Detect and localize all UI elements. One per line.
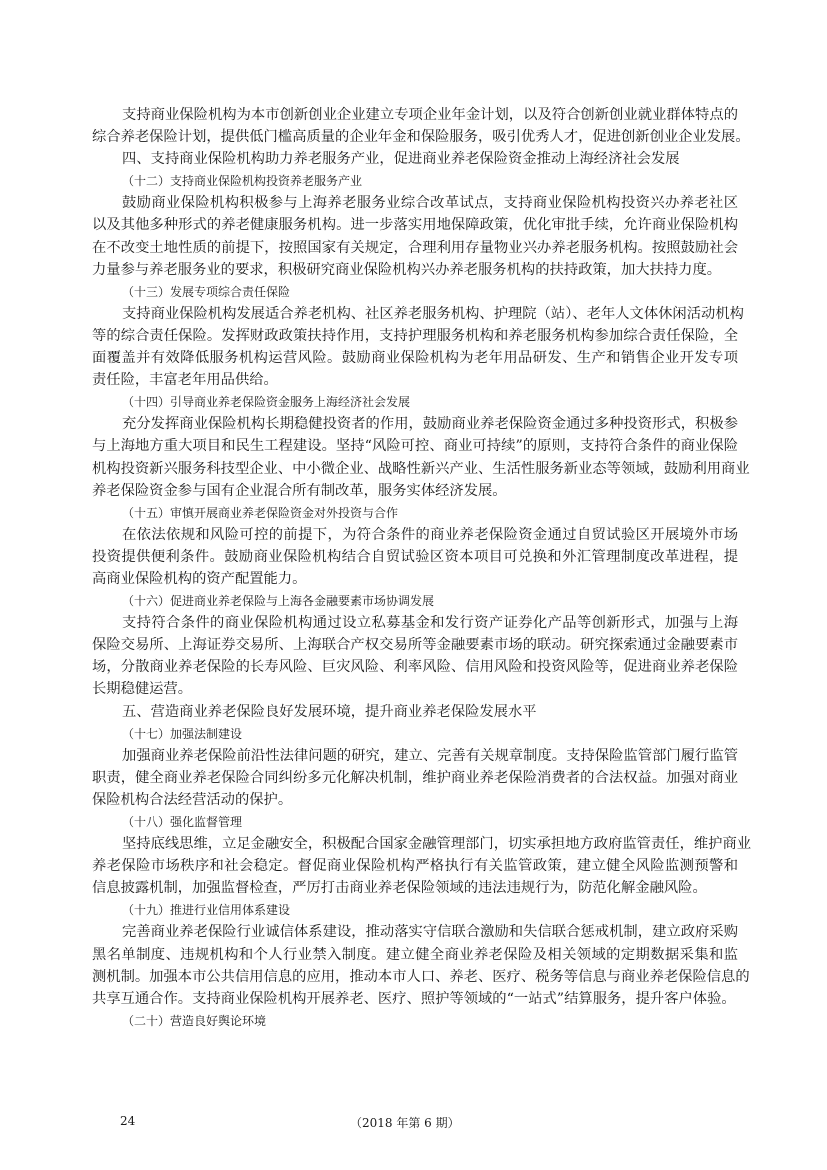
subsection-heading: （二十）营造良好舆论环境 (122, 1013, 267, 1028)
paragraph-line: 综合养老保险计划，提供低门槛高质量的企业年金和保险服务，吸引优秀人才，促进创新创业企业发展。 (92, 129, 750, 146)
paragraph-line: 在不改变土地性质的前提下，按照国家有关规定，合理利用存量物业兴办养老服务机构。按照鼓励社会 (92, 239, 738, 256)
page-number: 24 (120, 1114, 136, 1128)
paragraph-line: 支持商业保险机构发展适合养老机构、社区养老服务机构、护理院（站）、老年人文体休闲活动机构 (122, 305, 744, 322)
issue-label: （2018 年第 6 期） (350, 1116, 460, 1130)
paragraph-line: 加强商业养老保险前沿性法律问题的研究，建立、完善有关规章制度。支持保险监管部门履行监管 (122, 747, 738, 764)
paragraph-line: 场，分散商业养老保险的长寿风险、巨灾风险、利率风险、信用风险和投资风险等，促进商业养老保险 (92, 659, 738, 676)
paragraph-line: 测机制。加强本市公共信用信息的应用，推动本市人口、养老、医疗、税务等信息与商业养老保险信息的 (92, 968, 750, 985)
paragraph-line: 以及其他多种形式的养老健康服务机构。进一步落实用地保障政策，优化审批手续，允许商业保险机构 (92, 217, 738, 234)
paragraph-line: 等的综合责任保险。发挥财政政策扶持作用，支持护理服务机构和养老服务机构参加综合责任保险，全 (92, 327, 738, 344)
paragraph-line: 鼓励商业保险机构积极参与上海养老服务业综合改革试点，支持商业保险机构投资兴办养老社区 (122, 195, 738, 212)
paragraph-line: 养老保险市场秩序和社会稳定。督促商业保险机构严格执行有关监管政策，建立健全风险监测预警和 (92, 858, 738, 875)
paragraph-line: 高商业保险机构的资产配置能力。 (92, 570, 307, 587)
paragraph-line: 充分发挥商业保险机构长期稳健投资者的作用，鼓励商业养老保险资金通过多种投资形式，积极参 (122, 416, 738, 433)
paragraph-line: 保险机构合法经营活动的保护。 (92, 791, 293, 808)
paragraph-line: 养老保险资金参与国有企业混合所有制改革，服务实体经济发展。 (92, 482, 507, 499)
paragraph-line: 力量参与养老服务业的要求，积极研究商业保险机构兴办养老服务机构的扶持政策，加大扶持力度。 (92, 261, 722, 278)
document-body (92, 104, 752, 1032)
paragraph-line: 在依法依规和风险可控的前提下，为符合条件的商业养老保险资金通过自贸试验区开展境外市场 (122, 526, 738, 543)
paragraph-line: 投资提供便利条件。鼓励商业保险机构结合自贸试验区资本项目可兑换和外汇管理制度改革进程，提 (92, 548, 738, 565)
section-heading: 四、支持商业保险机构助力养老服务产业，促进商业养老保险资金推动上海经济社会发展 (122, 151, 680, 168)
subsection-heading: （十二）支持商业保险机构投资养老服务产业 (122, 174, 363, 189)
paragraph-line: 支持符合条件的商业保险机构通过设立私募基金和发行资产证券化产品等创新形式，加强与上海 (122, 615, 738, 632)
paragraph-line: 与上海地方重大项目和民生工程建设。坚持“风险可控、商业可持续”的原则，支持符合条件的商业保险 (92, 438, 738, 455)
paragraph-line: 坚持底线思维，立足金融安全，积极配合国家金融管理部门，切实承担地方政府监管责任，维护商业 (122, 836, 752, 853)
paragraph-line: 完善商业养老保险行业诚信体系建设，推动落实守信联合激励和失信联合惩戒机制，建立政府采购 (122, 924, 738, 941)
subsection-heading: （十八）强化监督管理 (122, 815, 243, 829)
paragraph-line: 黑名单制度、违规机构和个人行业禁入制度。建立健全商业养老保险及相关领域的定期数据采集和监 (92, 946, 738, 963)
paragraph-line: 保险交易所、上海证券交易所、上海联合产权交易所等金融要素市场的联动。研究探索通过金融要素市 (92, 637, 738, 654)
subsection-heading: （十七）加强法制建设 (122, 726, 243, 741)
paragraph-line: 信息披露机制，加强监督检查，严厉打击商业养老保险领域的违法违规行为，防范化解金融风险。 (92, 880, 707, 897)
subsection-heading: （十六）促进商业养老保险与上海各金融要素市场协调发展 (122, 594, 435, 609)
subsection-heading: （十九）推进行业信用体系建设 (122, 903, 291, 918)
section-heading: 五、营造商业养老保险良好发展环境，提升商业养老保险发展水平 (122, 703, 537, 720)
paragraph-line: 机构投资新兴服务科技型企业、中小微企业、战略性新兴产业、生活性服务新业态等领域，鼓励利用商业 (92, 460, 750, 477)
subsection-heading: （十四）引导商业养老保险资金服务上海经济社会发展 (122, 395, 411, 410)
paragraph-line: 长期稳健运营。 (92, 681, 193, 698)
paragraph-line: 责任险，丰富老年用品供给。 (92, 372, 278, 389)
paragraph-line: 支持商业保险机构为本市创新创业企业建立专项企业年金计划，以及符合创新创业就业群体特点的 (122, 107, 738, 123)
paragraph-line: 面覆盖并有效降低服务机构运营风险。鼓励商业保险机构为老年用品研发、生产和销售企业开发专项 (92, 350, 738, 367)
page-footer (0, 1114, 827, 1134)
paragraph-line: 职责，健全商业养老保险合同纠纷多元化解决机制，维护商业养老保险消费者的合法权益。加强对商业 (92, 769, 738, 786)
subsection-heading: （十三）发展专项综合责任保险 (122, 284, 291, 299)
subsection-heading: （十五）审慎开展商业养老保险资金对外投资与合作 (122, 505, 399, 520)
paragraph-line: 共享互通合作。支持商业保险机构开展养老、医疗、照护等领域的“一站式”结算服务，提升客户体验。 (92, 990, 736, 1007)
